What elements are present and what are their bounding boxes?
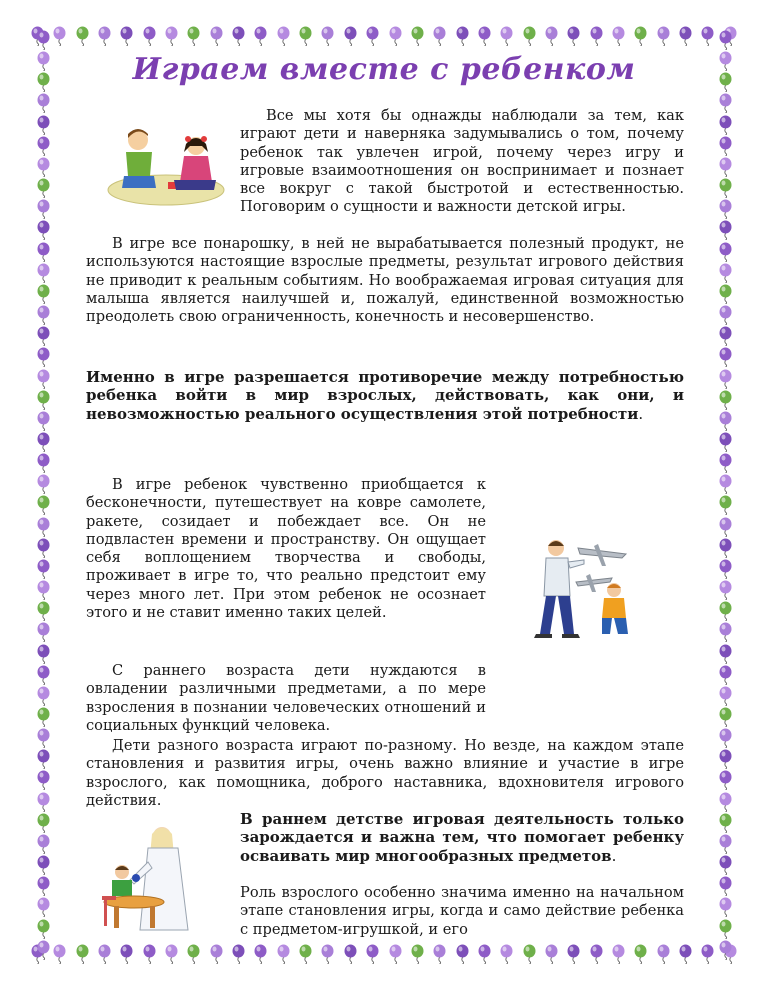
balloon-icon — [718, 30, 733, 50]
balloon-icon — [718, 855, 733, 875]
balloon-icon — [298, 26, 313, 46]
balloon-icon — [298, 944, 313, 964]
balloon-icon — [718, 178, 733, 198]
balloon-icon — [718, 369, 733, 389]
balloon-icon — [718, 919, 733, 939]
balloon-icon — [36, 157, 51, 177]
paragraph-adult-role: Дети разного возраста играют по-разному. Но везде, на каждом этапе становления и развития игры, очень важно влияние и участие в игре взрослого, как помощника, доброго наставника, вдохновителя игрового действия. — [86, 737, 684, 809]
balloon-icon — [36, 855, 51, 875]
balloon-icon — [718, 665, 733, 685]
adult-child-table-illustration — [100, 822, 226, 934]
paragraph-intro: Все мы хотя бы однажды наблюдали за тем, как играют дети и наверняка задумывались о том, почему ребенок так увлечен игрой, почему через игру и игровые взаимоотношения он воспринимает и познает все вокруг с такой быстротой и естественностью. Поговорим о сущности и важности детской игры. — [240, 107, 684, 216]
balloon-icon — [656, 944, 671, 964]
balloon-icon — [209, 26, 224, 46]
balloon-icon — [718, 559, 733, 579]
balloon-icon — [718, 242, 733, 262]
balloon-icon — [231, 26, 246, 46]
balloon-icon — [343, 26, 358, 46]
balloon-icon — [718, 749, 733, 769]
balloon-icon — [718, 93, 733, 113]
balloon-icon — [718, 326, 733, 346]
balloon-icon — [36, 284, 51, 304]
balloon-icon — [36, 390, 51, 410]
balloon-icon — [36, 940, 51, 960]
paragraph-early-childhood-period: . — [611, 846, 617, 865]
balloon-icon — [410, 26, 425, 46]
balloon-icon — [499, 944, 514, 964]
balloon-icon — [36, 622, 51, 642]
balloon-icon — [455, 944, 470, 964]
balloon-icon — [388, 26, 403, 46]
balloon-icon — [36, 93, 51, 113]
balloon-icon — [209, 944, 224, 964]
balloon-icon — [320, 944, 335, 964]
balloon-icon — [36, 474, 51, 494]
balloon-icon — [36, 242, 51, 262]
balloon-icon — [36, 369, 51, 389]
balloon-icon — [718, 517, 733, 537]
balloon-icon — [589, 944, 604, 964]
balloon-icon — [36, 220, 51, 240]
balloon-icon — [97, 26, 112, 46]
balloon-icon — [36, 644, 51, 664]
balloon-icon — [718, 940, 733, 960]
paragraph-early-childhood-text: В раннем детстве игровая деятельность только зарождается и важна тем, что помогает ребенку осваивать мир многообразных предметов — [240, 810, 684, 865]
balloon-icon — [36, 728, 51, 748]
paragraph-contradiction-text: Именно в игре разрешается противоречие между потребностью ребенка войти в мир взрослых, действовать, как они, и невозможностью реального осуществления этой потребности — [86, 368, 684, 423]
paragraph-contradiction-period: . — [638, 404, 644, 423]
balloon-icon — [36, 559, 51, 579]
balloon-icon — [611, 26, 626, 46]
balloon-icon — [718, 305, 733, 325]
balloon-icon — [164, 944, 179, 964]
balloon-icon — [718, 707, 733, 727]
balloon-icon — [343, 944, 358, 964]
balloon-icon — [718, 644, 733, 664]
balloon-icon — [718, 453, 733, 473]
balloon-icon — [231, 944, 246, 964]
balloon-icon — [656, 26, 671, 46]
balloon-icon — [432, 26, 447, 46]
balloon-icon — [718, 432, 733, 452]
balloon-icon — [611, 944, 626, 964]
paragraph-adult-significance: Роль взрослого особенно значима именно на начальном этапе становления игры, когда и само действие ребенка с предметом-игрушкой, и его — [240, 884, 684, 938]
balloon-icon — [36, 601, 51, 621]
balloon-icon — [119, 944, 134, 964]
balloon-icon — [718, 199, 733, 219]
balloon-icon — [36, 326, 51, 346]
balloon-icon — [36, 432, 51, 452]
balloon-icon — [718, 770, 733, 790]
balloon-icon — [522, 944, 537, 964]
balloon-icon — [36, 495, 51, 515]
balloon-icon — [36, 517, 51, 537]
balloon-icon — [36, 411, 51, 431]
balloon-icon — [365, 26, 380, 46]
balloon-icon — [36, 792, 51, 812]
balloon-icon — [718, 813, 733, 833]
balloon-icon — [365, 944, 380, 964]
balloon-icon — [718, 157, 733, 177]
balloon-icon — [388, 944, 403, 964]
balloon-icon — [477, 944, 492, 964]
balloon-icon — [718, 115, 733, 135]
balloon-icon — [718, 495, 733, 515]
balloon-icon — [718, 876, 733, 896]
balloon-icon — [718, 728, 733, 748]
balloon-border-right — [712, 30, 738, 960]
balloon-icon — [253, 26, 268, 46]
balloon-icon — [718, 834, 733, 854]
balloon-icon — [522, 26, 537, 46]
balloon-icon — [718, 580, 733, 600]
balloon-icon — [186, 26, 201, 46]
balloon-icon — [544, 26, 559, 46]
balloon-icon — [36, 580, 51, 600]
balloon-icon — [589, 26, 604, 46]
balloon-icon — [36, 919, 51, 939]
balloon-icon — [36, 707, 51, 727]
balloon-icon — [718, 347, 733, 367]
paragraph-early-childhood — [240, 810, 684, 865]
balloon-icon — [499, 26, 514, 46]
balloon-icon — [36, 30, 51, 50]
balloon-icon — [678, 944, 693, 964]
balloon-icon — [75, 26, 90, 46]
balloon-icon — [164, 26, 179, 46]
balloon-icon — [253, 944, 268, 964]
balloon-border-top — [0, 26, 768, 52]
balloon-icon — [718, 411, 733, 431]
balloon-icon — [36, 834, 51, 854]
balloon-icon — [119, 26, 134, 46]
balloon-icon — [432, 944, 447, 964]
balloon-icon — [718, 897, 733, 917]
balloon-icon — [186, 944, 201, 964]
balloon-icon — [36, 305, 51, 325]
balloon-icon — [718, 390, 733, 410]
paragraph-infinity: В игре ребенок чувственно приобщается к бесконечности, путешествует на ковре самолете, ракете, созидает и побеждает все. Он не подвластен времени и пространству. Он ощущает себя воплощением творчества и свободы, проживает в игре то, что реально предстоит ему через много лет. При этом ребенок не осознает этого и не ставит именно таких целей. — [86, 476, 486, 622]
balloon-icon — [36, 813, 51, 833]
balloon-icon — [36, 749, 51, 769]
balloon-icon — [718, 263, 733, 283]
balloon-icon — [36, 686, 51, 706]
balloon-icon — [718, 601, 733, 621]
children-playing-illustration — [104, 124, 230, 208]
paragraph-contradiction — [86, 368, 684, 423]
balloon-icon — [36, 538, 51, 558]
page-title: Играем вместе с ребенком — [132, 52, 636, 87]
balloon-icon — [566, 26, 581, 46]
balloon-icon — [566, 944, 581, 964]
balloon-icon — [75, 944, 90, 964]
balloon-icon — [36, 136, 51, 156]
paragraph-pretend-play: В игре все понарошку, в ней не вырабатывается полезный продукт, не используются настоящие взрослые предметы, результат игрового действия не приводит к реальным событиям. Но воображаемая игровая ситуация для малыша является наилучшей и, пожалуй, единственной возможностью преодолеть свою ограниченность, конечность и несовершенство. — [86, 235, 684, 326]
balloon-border-bottom — [0, 944, 768, 970]
balloon-icon — [544, 944, 559, 964]
balloon-icon — [36, 876, 51, 896]
balloon-border-left — [30, 30, 56, 960]
balloon-icon — [718, 220, 733, 240]
balloon-icon — [36, 770, 51, 790]
balloon-icon — [410, 944, 425, 964]
balloon-icon — [276, 26, 291, 46]
balloon-icon — [36, 263, 51, 283]
balloon-icon — [718, 792, 733, 812]
balloon-icon — [142, 26, 157, 46]
balloon-icon — [36, 897, 51, 917]
balloon-icon — [477, 26, 492, 46]
adult-child-airplanes-illustration — [526, 530, 642, 648]
paragraph-early-age: С раннего возраста дети нуждаются в овладении различными предметами, а по мере взросления в познании человеческих отношений и социальных функций человека. — [86, 662, 486, 734]
balloon-icon — [36, 453, 51, 473]
balloon-icon — [718, 622, 733, 642]
balloon-icon — [718, 538, 733, 558]
balloon-icon — [455, 26, 470, 46]
balloon-icon — [36, 665, 51, 685]
balloon-icon — [36, 178, 51, 198]
balloon-icon — [97, 944, 112, 964]
balloon-icon — [718, 136, 733, 156]
balloon-icon — [36, 199, 51, 219]
balloon-icon — [718, 474, 733, 494]
balloon-icon — [320, 26, 335, 46]
balloon-icon — [633, 26, 648, 46]
balloon-icon — [718, 284, 733, 304]
balloon-icon — [36, 347, 51, 367]
balloon-icon — [276, 944, 291, 964]
balloon-icon — [718, 686, 733, 706]
balloon-icon — [36, 115, 51, 135]
balloon-icon — [678, 26, 693, 46]
balloon-icon — [142, 944, 157, 964]
balloon-icon — [633, 944, 648, 964]
